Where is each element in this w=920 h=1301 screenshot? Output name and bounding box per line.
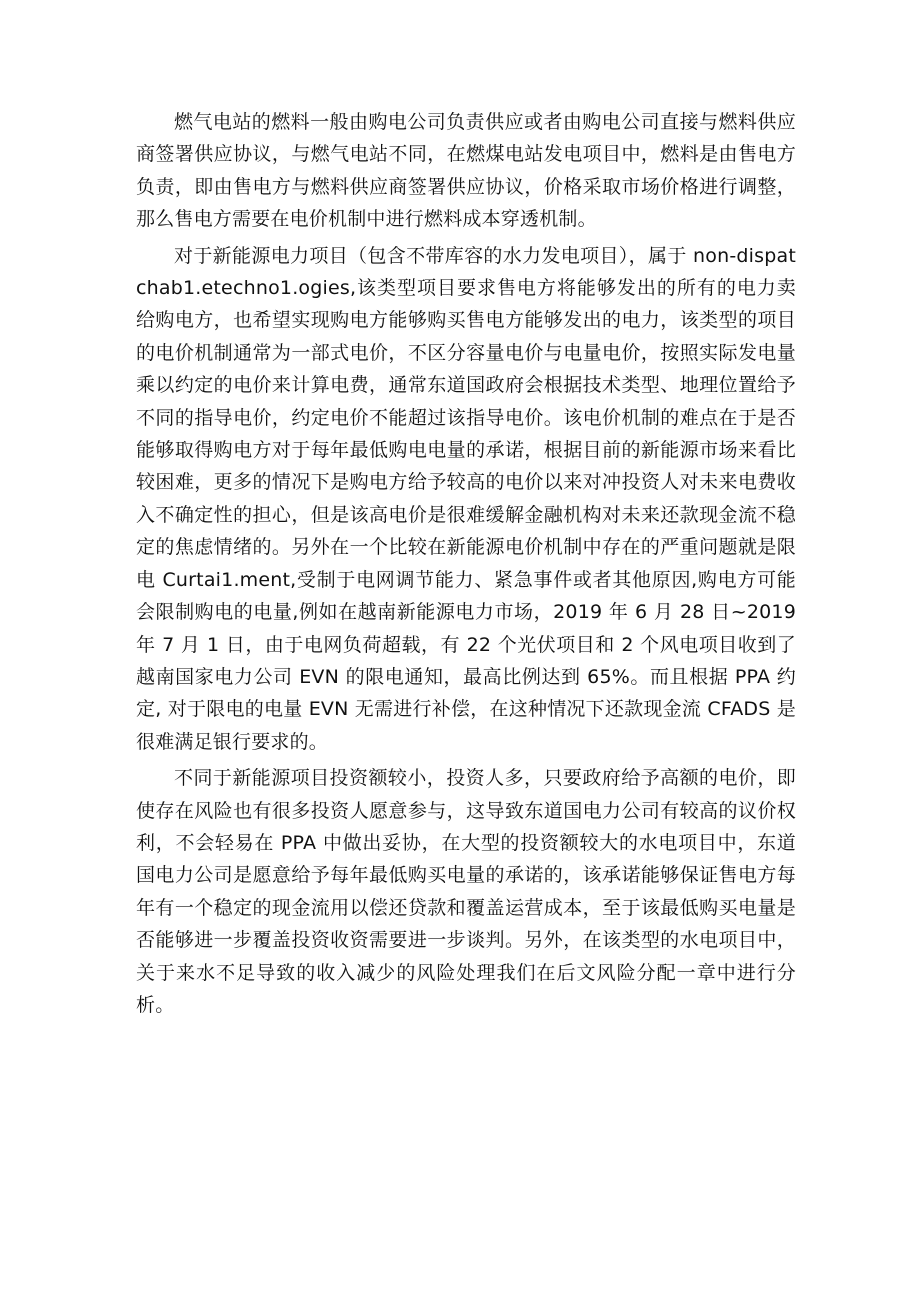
paragraph-fuel-supply: 燃气电站的燃料一般由购电公司负责供应或者由购电公司直接与燃料供应商签署供应协议，与燃气电站不同，在燃煤电站发电项目中，燃料是由售电方负责，即由售电方与燃料供应商签署供应协议，价格采取市场价格进行调整，那么售电方需要在电价机制中进行燃料成本穿透机制。 xyxy=(136,111,796,231)
paragraph-renewable-energy: 对于新能源电力项目（包含不带库容的水力发电项目），属于 non-dispatchab1.etechno1.ogies,该类型项目要求售电方将能够发出的所有的电力卖给购电方，也希望实现购电方能够购买售电方能够发出的电力，该类型的项目的电价机制通常为一部式电价，不区分容量电价与电量电价，按照实际发电量乘以约定的电价来计算电费，通常东道国政府会根据技术类型、地理位置给予不同的指导电价，约定电价不能超过该指导电价。该电价机制的难点在于是否能够取得购电方对于每年最低购电电量的承诺，根据目前的新能源市场来看比较困难，更多的情况下是购电方给予较高的电价以来对冲投资人对未来电费收入不确定性的担心，但是该高电价是很难缓解金融机构对未来还款现金流不稳定的焦虑情绪的。另外在一个比较在新能源电价机制中存在的严重问题就是限电 Curtai1.ment,受制于电网调节能力、紧急事件或者其他原因,购电方可能会限制购电的电量,例如在越南新能源电力市场，2019 年 6 月 28 日~2019 年 7 月 1 日，由于电网负荷超载，有 22 个光伏项目和 2 个风电项目收到了越南国家电力公司 EVN 的限电通知，最高比例达到 65%。而且根据 PPA 约定, 对于限电的电量 EVN 无需进行补偿，在这种情况下还款现金流 CFADS 是很难满足银行要求的。 xyxy=(136,244,796,753)
paragraph-hydropower: 不同于新能源项目投资额较小，投资人多，只要政府给予高额的电价，即使存在风险也有很多投资人愿意参与，这导致东道国电力公司有较高的议价权利，不会轻易在 PPA 中做出妥协，在大型的投资额较大的水电项目中，东道国电力公司是愿意给予每年最低购买电量的承诺的，该承诺能够保证售电方每年有一个稳定的现金流用以偿还贷款和覆盖运营成本，至于该最低购买电量是否能够进一步覆盖投资收资需要进一步谈判。另外，在该类型的水电项目中，关于来水不足导致的收入减少的风险处理我们在后文风险分配一章中进行分析。 xyxy=(136,767,796,1016)
document-body xyxy=(136,106,796,1025)
